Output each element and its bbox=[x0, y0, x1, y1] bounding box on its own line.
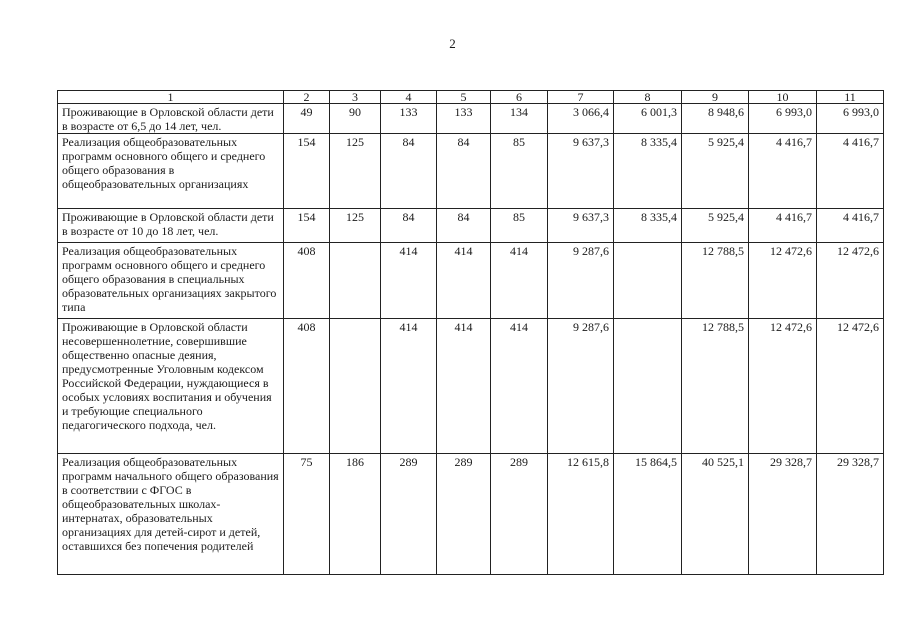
table-cell: 133 bbox=[437, 104, 491, 134]
row-description: Реализация общеобразовательных программ основного общего и среднего общего образования в общеобразовательных организациях bbox=[58, 134, 284, 209]
table-cell: 84 bbox=[381, 134, 437, 209]
table-cell: 4 416,7 bbox=[817, 134, 884, 209]
table-cell: 5 925,4 bbox=[682, 209, 749, 243]
column-header: 8 bbox=[614, 91, 682, 104]
column-header: 3 bbox=[330, 91, 381, 104]
table-cell: 29 328,7 bbox=[817, 454, 884, 575]
table-cell: 289 bbox=[381, 454, 437, 575]
table-cell: 49 bbox=[284, 104, 330, 134]
table-cell: 4 416,7 bbox=[749, 209, 817, 243]
column-header: 6 bbox=[491, 91, 548, 104]
table-cell: 414 bbox=[437, 319, 491, 454]
table-cell: 85 bbox=[491, 134, 548, 209]
row-description: Проживающие в Орловской области дети в возрасте от 6,5 до 14 лет, чел. bbox=[58, 104, 284, 134]
table-cell bbox=[330, 243, 381, 319]
table-cell: 134 bbox=[491, 104, 548, 134]
table-cell: 414 bbox=[491, 319, 548, 454]
page-number: 2 bbox=[449, 36, 456, 51]
table-row bbox=[58, 454, 884, 575]
table-cell: 6 001,3 bbox=[614, 104, 682, 134]
table-cell: 12 472,6 bbox=[817, 243, 884, 319]
column-header: 2 bbox=[284, 91, 330, 104]
table-row bbox=[58, 104, 884, 134]
table-cell: 186 bbox=[330, 454, 381, 575]
column-header: 5 bbox=[437, 91, 491, 104]
table-row bbox=[58, 209, 884, 243]
table-cell: 289 bbox=[437, 454, 491, 575]
table-cell: 15 864,5 bbox=[614, 454, 682, 575]
table-cell: 9 287,6 bbox=[548, 243, 614, 319]
table-cell: 12 615,8 bbox=[548, 454, 614, 575]
table-cell: 75 bbox=[284, 454, 330, 575]
table-cell: 6 993,0 bbox=[817, 104, 884, 134]
table-cell: 414 bbox=[437, 243, 491, 319]
row-description: Реализация общеобразовательных программ начального общего образования в соответствии с ФГОС в общеобразовательных школах-интернатах, образовательных организациях для детей-сирот и детей, оставшихся без попечения родителей bbox=[58, 454, 284, 575]
table-cell: 12 788,5 bbox=[682, 319, 749, 454]
table-cell: 29 328,7 bbox=[749, 454, 817, 575]
table-cell: 408 bbox=[284, 243, 330, 319]
table-cell: 5 925,4 bbox=[682, 134, 749, 209]
column-header: 9 bbox=[682, 91, 749, 104]
row-description: Проживающие в Орловской области дети в возрасте от 10 до 18 лет, чел. bbox=[58, 209, 284, 243]
table-cell: 125 bbox=[330, 209, 381, 243]
column-header: 4 bbox=[381, 91, 437, 104]
table-cell: 84 bbox=[437, 209, 491, 243]
table-cell: 84 bbox=[437, 134, 491, 209]
table-cell: 408 bbox=[284, 319, 330, 454]
table-cell: 8 948,6 bbox=[682, 104, 749, 134]
table-cell: 90 bbox=[330, 104, 381, 134]
table-cell: 414 bbox=[381, 243, 437, 319]
table-cell: 4 416,7 bbox=[817, 209, 884, 243]
table-cell: 125 bbox=[330, 134, 381, 209]
table-cell: 40 525,1 bbox=[682, 454, 749, 575]
table-cell: 6 993,0 bbox=[749, 104, 817, 134]
row-description: Проживающие в Орловской области несовершеннолетние, совершившие общественно опасные деяния, предусмотренные Уголовным кодексом Российской Федерации, нуждающиеся в особых условиях воспитания и обучения и требующие специального педагогического подхода, чел. bbox=[58, 319, 284, 454]
table-cell: 154 bbox=[284, 209, 330, 243]
table-cell: 8 335,4 bbox=[614, 209, 682, 243]
table-cell bbox=[614, 319, 682, 454]
table-cell: 12 788,5 bbox=[682, 243, 749, 319]
table-cell: 12 472,6 bbox=[749, 243, 817, 319]
header-row bbox=[58, 91, 884, 104]
row-description: Реализация общеобразовательных программ основного общего и среднего общего образования в специальных образовательных организациях закрытого типа bbox=[58, 243, 284, 319]
column-header: 10 bbox=[749, 91, 817, 104]
table-cell: 3 066,4 bbox=[548, 104, 614, 134]
column-header: 7 bbox=[548, 91, 614, 104]
column-header: 1 bbox=[58, 91, 284, 104]
table-cell: 8 335,4 bbox=[614, 134, 682, 209]
table-row bbox=[58, 319, 884, 454]
table-cell bbox=[614, 243, 682, 319]
table-row bbox=[58, 243, 884, 319]
table-cell: 4 416,7 bbox=[749, 134, 817, 209]
table-cell: 414 bbox=[491, 243, 548, 319]
table-cell: 414 bbox=[381, 319, 437, 454]
table-cell: 9 287,6 bbox=[548, 319, 614, 454]
table-cell: 85 bbox=[491, 209, 548, 243]
table-cell: 84 bbox=[381, 209, 437, 243]
table-cell: 154 bbox=[284, 134, 330, 209]
table-cell: 9 637,3 bbox=[548, 209, 614, 243]
column-header: 11 bbox=[817, 91, 884, 104]
table-cell: 12 472,6 bbox=[817, 319, 884, 454]
table-cell: 133 bbox=[381, 104, 437, 134]
table-cell: 9 637,3 bbox=[548, 134, 614, 209]
table-row bbox=[58, 134, 884, 209]
data-table bbox=[57, 90, 884, 575]
table-cell: 289 bbox=[491, 454, 548, 575]
table-cell bbox=[330, 319, 381, 454]
table-cell: 12 472,6 bbox=[749, 319, 817, 454]
